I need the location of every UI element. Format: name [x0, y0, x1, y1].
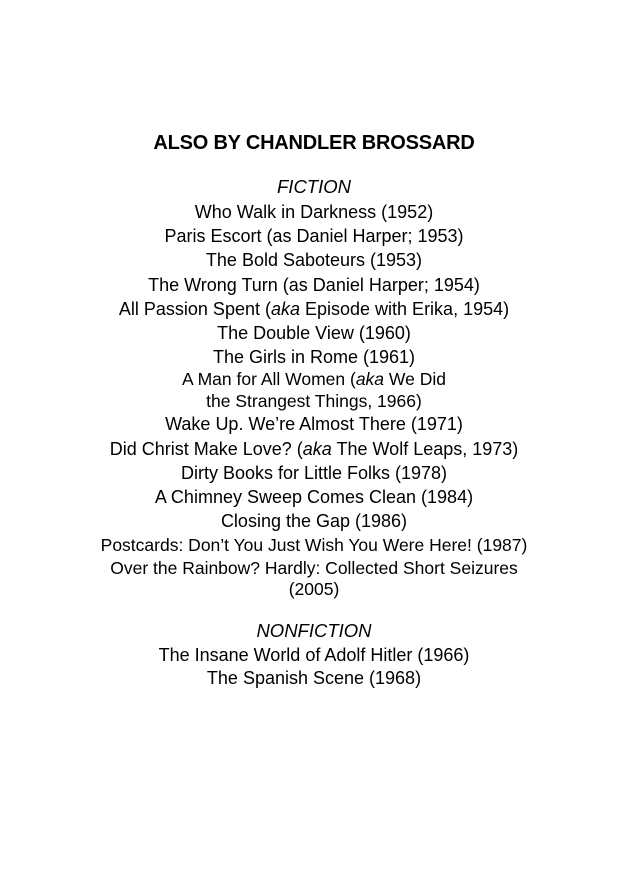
- book-title: The Spanish Scene (1968): [206, 668, 422, 688]
- aka-italic: aka: [302, 438, 332, 459]
- book-title: [8, 369, 620, 391]
- book-title-part: A Man for All Women (: [182, 369, 356, 390]
- book-title-part: We Did: [384, 369, 446, 390]
- book-title-part: All Passion Spent (: [118, 298, 271, 319]
- book-title-part: The Wolf Leaps, 1973): [331, 438, 519, 459]
- book-title: Postcards: Don’t You Just Wish You Were Here! (1987): [100, 535, 528, 556]
- book-title: The Double View (1960): [217, 323, 411, 344]
- book-title-part: Did Christ Make Love? (: [109, 438, 303, 459]
- book-title-continuation: the Strangest Things, 1966): [206, 390, 422, 411]
- book-title: Paris Escort (as Daniel Harper; 1953): [164, 226, 464, 247]
- nonfiction-section: [0, 620, 620, 690]
- book-title-part: Episode with Erika, 1954): [300, 298, 510, 319]
- aka-italic: aka: [270, 298, 300, 319]
- book-title-continuation: (2005): [288, 579, 340, 600]
- book-title: Wake Up. We’re Almost There (1971): [165, 414, 463, 435]
- aka-italic: aka: [355, 369, 385, 390]
- book-title: Closing the Gap (1986): [220, 511, 408, 532]
- book-title: The Bold Saboteurs (1953): [205, 250, 423, 271]
- book-title: Dirty Books for Little Folks (1978): [180, 462, 448, 483]
- page-title: ALSO BY CHANDLER BROSSARD: [153, 132, 475, 154]
- fiction-section-title: FICTION: [277, 176, 351, 197]
- book-title: The Insane World of Adolf Hitler (1966): [158, 645, 470, 665]
- fiction-section: [0, 176, 620, 601]
- nonfiction-section-title: NONFICTION: [256, 620, 372, 641]
- book-title: [8, 297, 620, 321]
- book-title: Who Walk in Darkness (1952): [194, 202, 434, 222]
- book-title: A Chimney Sweep Comes Clean (1984): [154, 487, 474, 508]
- book-title: Over the Rainbow? Hardly: Collected Short Seizures: [110, 557, 518, 578]
- book-title: The Girls in Rome (1961): [212, 347, 416, 368]
- book-title: The Wrong Turn (as Daniel Harper; 1954): [148, 274, 480, 295]
- book-title: [8, 437, 620, 461]
